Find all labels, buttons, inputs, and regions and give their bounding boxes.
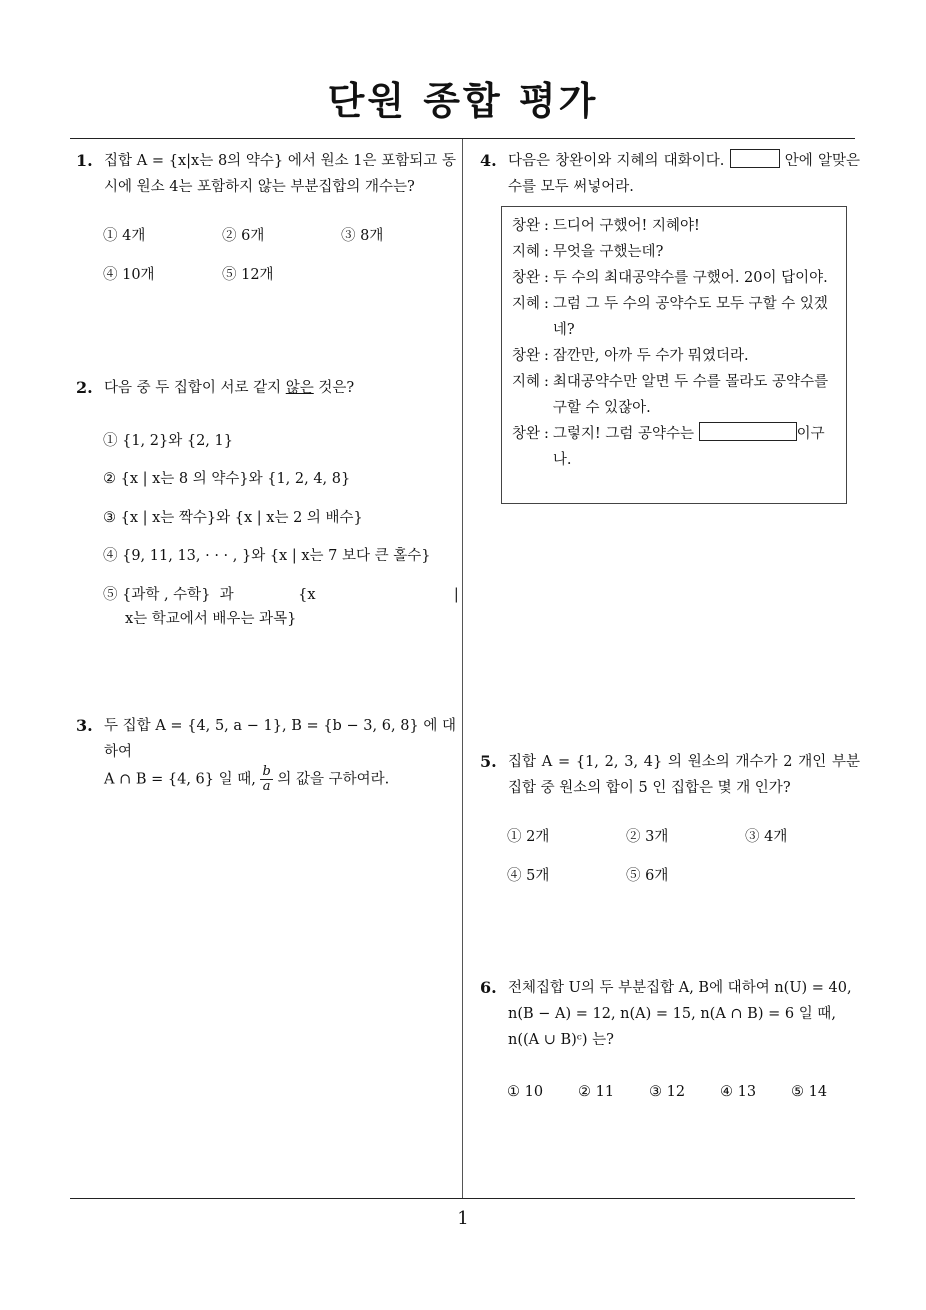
utterance: 그렇지! 그럼 공약수는 이구나. xyxy=(553,421,836,473)
speaker: 창완 xyxy=(512,270,541,286)
dialog-box xyxy=(501,206,847,504)
question-4 xyxy=(480,148,860,200)
utterance: 드디어 구했어! 지혜야! xyxy=(552,218,700,234)
option-1[interactable]: ① 10 xyxy=(507,1084,544,1100)
option-2[interactable]: ② 3개 xyxy=(626,829,669,845)
question-6 xyxy=(480,975,860,1053)
question-text: 두 집합 A = {4, 5, a − 1}, B = {b − 3, 6, 8} 에 대하여 A ∩ B = {4, 6} 일 때, $\frac{b}{a}$ 의 값을 구하여라. xyxy=(104,718,456,794)
question-number: 4. xyxy=(480,151,497,170)
fraction-b-over-a: $\frac{b}{a}$ xyxy=(262,764,271,794)
question-2-option-5-cont: x는 학교에서 배우는 과목} xyxy=(125,611,297,627)
question-5 xyxy=(480,749,860,801)
option-3[interactable]: ③ 4개 xyxy=(745,829,788,845)
speaker: 창완 xyxy=(512,348,541,364)
bottom-rule xyxy=(70,1198,855,1199)
dialog-line: 창완 : 그렇지! 그럼 공약수는 이구나. xyxy=(512,421,836,473)
option-1[interactable]: ① 4개 xyxy=(103,228,146,244)
question-3 xyxy=(76,713,456,794)
option-3[interactable]: ③ 12 xyxy=(649,1084,686,1100)
dialog-line: 창완 : 잠깐만, 아까 두 수가 뭐였더라. xyxy=(512,343,836,369)
option-3[interactable]: ③ 8개 xyxy=(341,228,384,244)
underlined-word: 않은 xyxy=(285,380,314,396)
option-5[interactable]: ⑤ 14 xyxy=(791,1084,828,1100)
option-4[interactable]: ④ 5개 xyxy=(507,868,550,884)
utterance: 최대공약수만 알면 두 수를 몰라도 공약수를 구할 수 있잖아. xyxy=(552,374,829,416)
speaker: 창완 xyxy=(512,426,541,442)
option-1[interactable]: ① 2개 xyxy=(507,829,550,845)
question-2-option-1[interactable]: ① {1, 2}와 {2, 1} xyxy=(103,433,233,449)
question-2-option-3[interactable]: ③ {x | x는 짝수}와 {x | x는 2 의 배수} xyxy=(103,510,363,526)
question-number: 5. xyxy=(480,752,497,771)
answer-blank-box[interactable] xyxy=(699,422,797,441)
dialog-line: 창완 : 드디어 구했어! 지혜야! xyxy=(512,213,836,239)
utterance: 잠깐만, 아까 두 수가 뭐였더라. xyxy=(552,348,749,364)
question-2 xyxy=(76,375,456,401)
utterance: 그럼 그 두 수의 공약수도 모두 구할 수 있겠네? xyxy=(552,296,828,338)
question-text: 전체집합 U의 두 부분집합 A, B에 대하여 n(U) = 40, n(B − A) = 12, n(A) = 15, n(A ∩ B) = 6 일 때, n((A ∪ B)ᶜ) 는? xyxy=(508,980,852,1048)
utterance: 무엇을 구했는데? xyxy=(552,244,664,260)
question-number: 2. xyxy=(76,378,93,397)
speaker: 창완 xyxy=(512,218,541,234)
dialog-line: 지혜 : 무엇을 구했는데? xyxy=(512,239,836,265)
question-2-option-4[interactable]: ④ {9, 11, 13, · · · , }와 {x | x는 7 보다 큰 홀수} xyxy=(103,548,431,564)
question-text: 집합 A = {1, 2, 3, 4} 의 원소의 개수가 2 개인 부분집합 중 원소의 합이 5 인 집합은 몇 개 인가? xyxy=(508,754,860,796)
speaker: 지혜 xyxy=(512,244,541,260)
option-2[interactable]: ② 6개 xyxy=(222,228,265,244)
page-title: 단원 종합 평가 xyxy=(327,79,599,123)
option-2[interactable]: ② 11 xyxy=(578,1084,615,1100)
question-number: 6. xyxy=(480,978,497,997)
option-5[interactable]: ⑤ 6개 xyxy=(626,868,669,884)
speaker: 지혜 xyxy=(512,374,541,390)
question-2-option-5[interactable]: ⑤ {과학 , 수학} 과 {x | xyxy=(103,587,459,603)
speaker: 지혜 xyxy=(512,296,541,312)
question-text: 다음은 창완이와 지혜의 대화이다. 안에 알맞은 수를 모두 써넣어라. xyxy=(508,148,860,200)
option-5[interactable]: ⑤ 12개 xyxy=(222,267,274,283)
question-number: 3. xyxy=(76,716,93,735)
page-number: 1 xyxy=(457,1208,469,1229)
question-text: 집합 A = {x|x는 8의 약수} 에서 원소 1은 포함되고 동시에 원소 4는 포함하지 않는 부분집합의 개수는? xyxy=(104,153,456,195)
option-4[interactable]: ④ 10개 xyxy=(103,267,155,283)
answer-blank-box xyxy=(730,149,780,168)
dialog-line: 창완 : 두 수의 최대공약수를 구했어. 20이 답이야. xyxy=(512,265,836,291)
dialog-line: 지혜 : 그럼 그 두 수의 공약수도 모두 구할 수 있겠네? xyxy=(512,291,836,343)
question-2-option-2[interactable]: ② {x | x는 8 의 약수}와 {1, 2, 4, 8} xyxy=(103,471,351,487)
question-number: 1. xyxy=(76,151,93,170)
column-divider xyxy=(462,139,463,1198)
question-text: 다음 중 두 집합이 서로 같지 않은 것은? xyxy=(104,380,355,396)
question-1 xyxy=(76,148,456,200)
utterance: 두 수의 최대공약수를 구했어. 20이 답이야. xyxy=(552,270,828,286)
option-4[interactable]: ④ 13 xyxy=(720,1084,757,1100)
dialog-line: 지혜 : 최대공약수만 알면 두 수를 몰라도 공약수를 구할 수 있잖아. xyxy=(512,369,836,421)
